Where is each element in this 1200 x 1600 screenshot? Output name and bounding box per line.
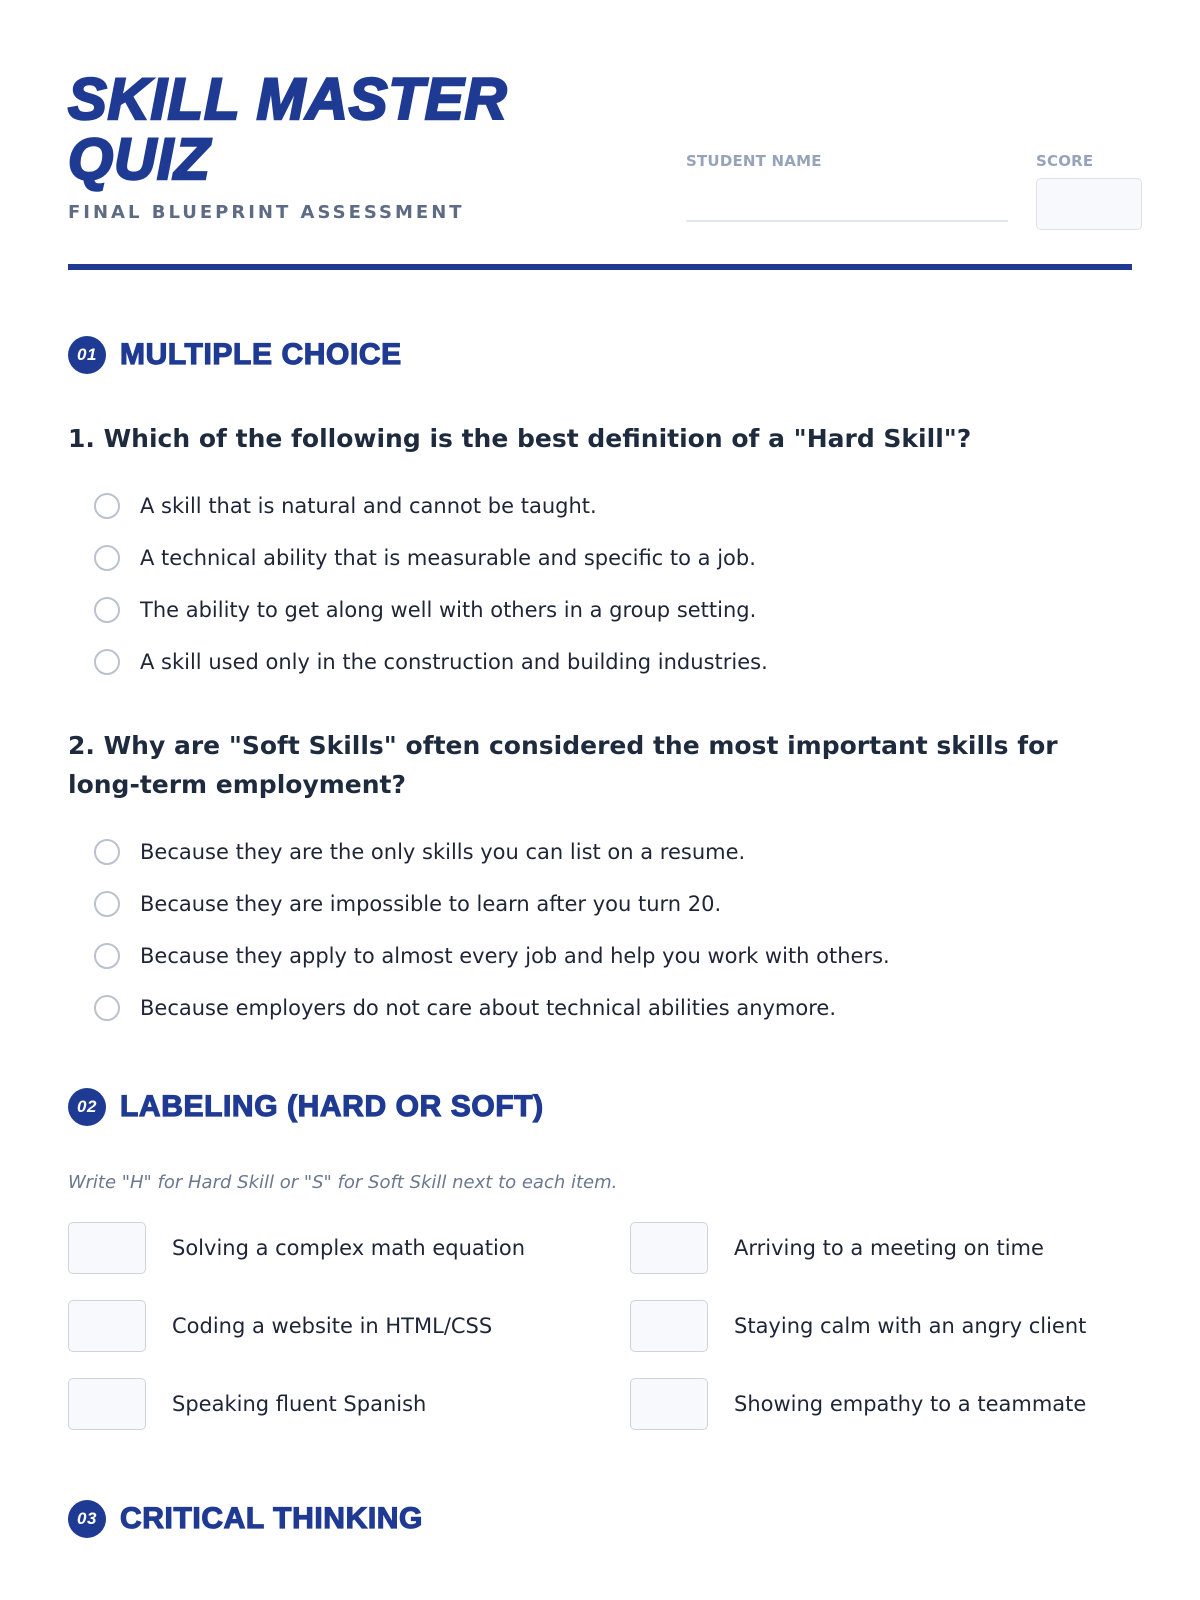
option-label: Because they are the only skills you can list on a resume. [140, 840, 746, 864]
option-label: Because they apply to almost every job and help you work with others. [140, 944, 890, 968]
quiz-header [68, 67, 1132, 270]
option-label: A technical ability that is measurable and specific to a job. [140, 546, 756, 570]
hard-soft-answer-box[interactable] [630, 1222, 708, 1274]
answer-option[interactable] [94, 532, 1138, 584]
section-title: LABELING (HARD OR SOFT) [120, 1090, 544, 1123]
answer-options [94, 480, 1138, 688]
option-label: Because employers do not care about technical abilities anymore. [140, 996, 837, 1020]
score-input[interactable] [1036, 178, 1142, 230]
section-title: MULTIPLE CHOICE [120, 338, 402, 371]
answer-options [94, 826, 1138, 1034]
radio-button[interactable] [94, 545, 120, 571]
answer-option[interactable] [94, 584, 1138, 636]
radio-button[interactable] [94, 493, 120, 519]
section-number-badge: 01 [68, 336, 106, 374]
radio-button[interactable] [94, 597, 120, 623]
labeling-item-text: Showing empathy to a teammate [734, 1392, 1087, 1416]
question-1 [68, 419, 1138, 688]
section-heading-labeling [68, 1088, 544, 1126]
radio-button[interactable] [94, 995, 120, 1021]
score-field [1036, 152, 1142, 230]
labeling-item [68, 1378, 630, 1456]
labeling-item-text: Solving a complex math equation [172, 1236, 526, 1260]
labeling-item-text: Coding a website in HTML/CSS [172, 1314, 493, 1338]
option-label: A skill used only in the construction and building industries. [140, 650, 768, 674]
answer-option[interactable] [94, 826, 1138, 878]
question-text: 2. Why are "Soft Skills" often considered the most important skills for long-term employment? [68, 731, 1058, 799]
question-2 [68, 726, 1138, 1034]
labeling-item [68, 1300, 630, 1378]
labeling-grid [68, 1222, 1138, 1456]
section-heading-multiple-choice [68, 336, 402, 374]
option-label: The ability to get along well with others in a group setting. [140, 598, 757, 622]
quiz-title-line-1: SKILL MASTER [68, 67, 508, 132]
answer-option[interactable] [94, 982, 1138, 1034]
labeling-item [68, 1222, 630, 1300]
score-label: SCORE [1036, 152, 1094, 170]
quiz-title-line-2: QUIZ [68, 127, 211, 192]
hard-soft-answer-box[interactable] [630, 1378, 708, 1430]
labeling-item-text: Staying calm with an angry client [734, 1314, 1087, 1338]
labeling-item [630, 1222, 1138, 1300]
radio-button[interactable] [94, 839, 120, 865]
answer-option[interactable] [94, 480, 1138, 532]
student-name-label: STUDENT NAME [686, 152, 822, 170]
answer-option[interactable] [94, 930, 1138, 982]
labeling-item [630, 1300, 1138, 1378]
radio-button[interactable] [94, 649, 120, 675]
title-block [68, 67, 628, 223]
option-label: A skill that is natural and cannot be taught. [140, 494, 597, 518]
labeling-instructions: Write "H" for Hard Skill or "S" for Soft Skill next to each item. [68, 1172, 618, 1193]
quiz-title [68, 67, 628, 192]
option-label: Because they are impossible to learn after you turn 20. [140, 892, 722, 916]
hard-soft-answer-box[interactable] [68, 1222, 146, 1274]
radio-button[interactable] [94, 891, 120, 917]
hard-soft-answer-box[interactable] [630, 1300, 708, 1352]
section-title: CRITICAL THINKING [120, 1502, 423, 1535]
section-heading-critical-thinking [68, 1500, 423, 1538]
student-name-field [686, 152, 1008, 222]
section-number-badge: 02 [68, 1088, 106, 1126]
section-number-badge: 03 [68, 1500, 106, 1538]
hard-soft-answer-box[interactable] [68, 1300, 146, 1352]
radio-button[interactable] [94, 943, 120, 969]
quiz-subtitle: FINAL BLUEPRINT ASSESSMENT [68, 202, 465, 223]
labeling-item-text: Speaking fluent Spanish [172, 1392, 427, 1416]
labeling-item [630, 1378, 1138, 1456]
answer-option[interactable] [94, 636, 1138, 688]
labeling-item-text: Arriving to a meeting on time [734, 1236, 1044, 1260]
hard-soft-answer-box[interactable] [68, 1378, 146, 1430]
student-name-input[interactable] [686, 190, 1008, 222]
answer-option[interactable] [94, 878, 1138, 930]
question-text: 1. Which of the following is the best definition of a "Hard Skill"? [68, 424, 972, 453]
